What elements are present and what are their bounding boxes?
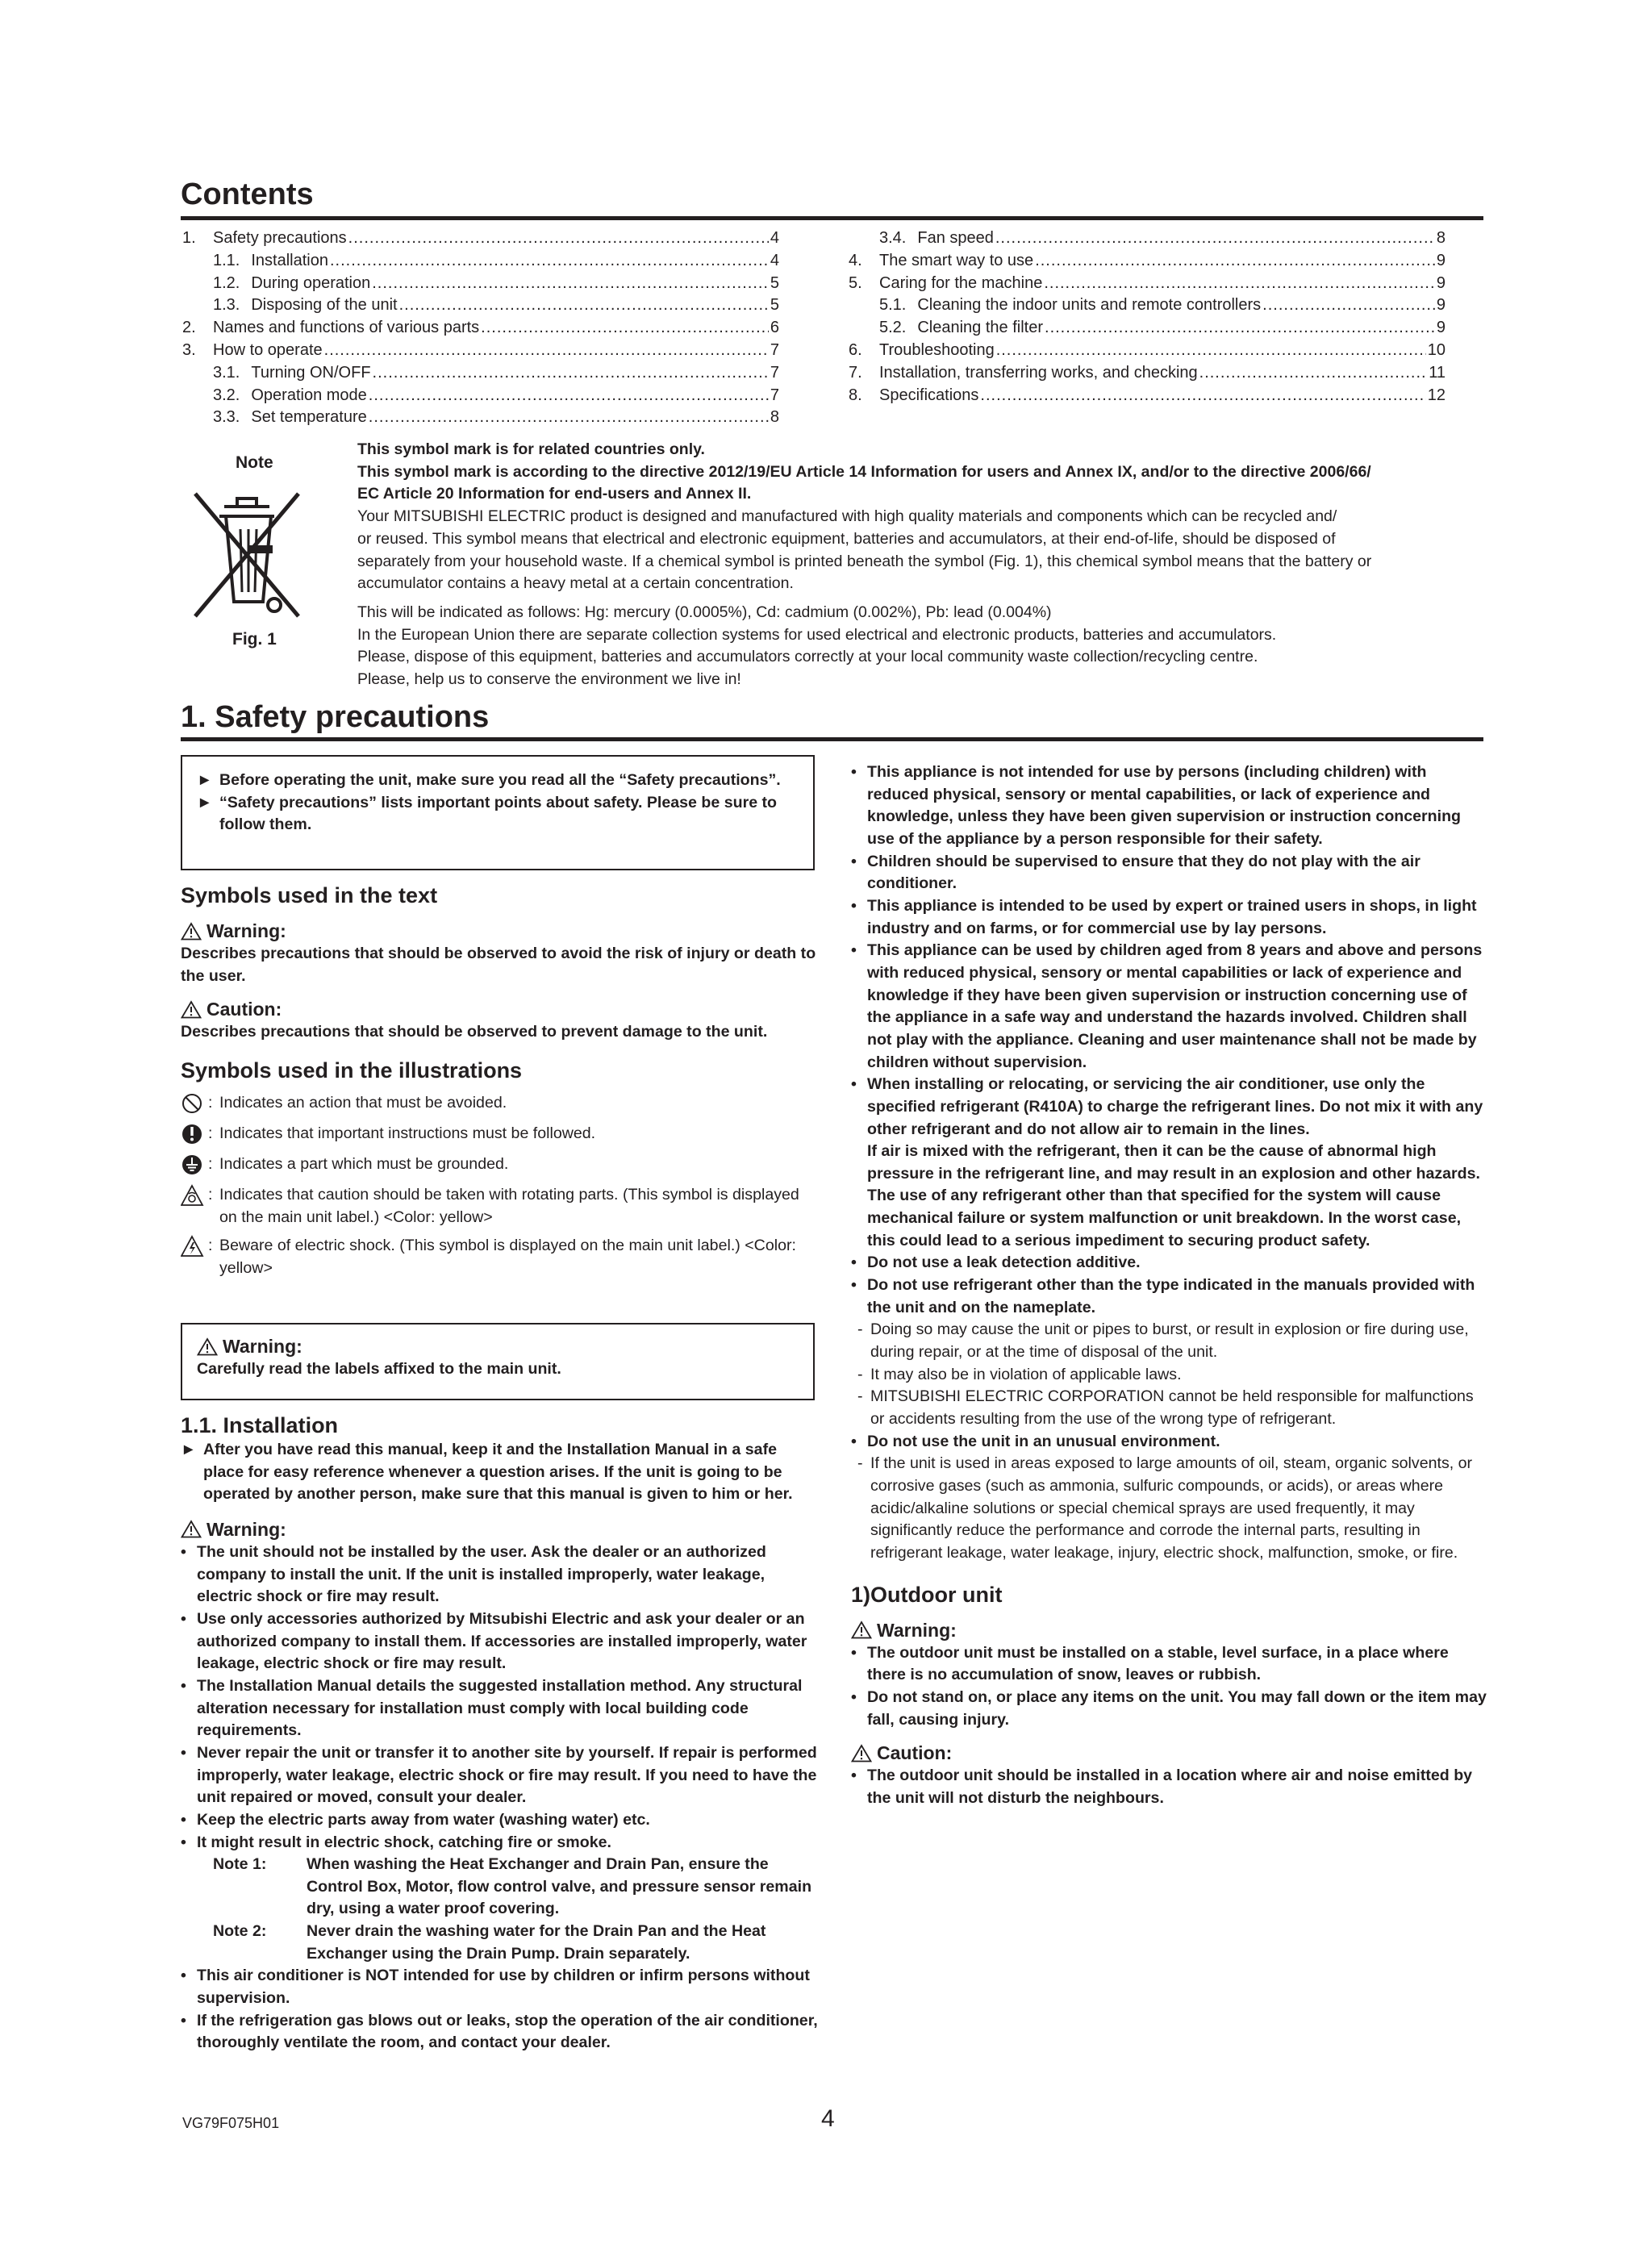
toc-leader-dots <box>330 252 769 270</box>
toc-leader-dots <box>481 319 769 337</box>
toc-leader-dots <box>373 364 769 382</box>
toc-entry[interactable] <box>849 274 1446 297</box>
warning-bullet: • This air conditioner is NOT intended for use by children or infirm persons without supervision. <box>181 1967 810 2008</box>
toc-number: 2. <box>182 319 196 337</box>
toc-title: The smart way to use <box>879 251 1034 269</box>
labels-warning-box <box>181 1323 815 1400</box>
warning-triangle-icon <box>197 1337 218 1356</box>
refrigerant-continuation: If air is mixed with the refrigerant, then it can be the cause of abnormal high pressure in the refrigerant line, and may result in an explosion and other hazards. The use of any refrigerant other than that specified for the system will cause mechanical failure or system malfunction or unit breakdown. In the worst case, this could lead to a serious impediment to securing product safety. <box>867 1142 1480 1249</box>
toc-leader-dots <box>1044 274 1435 293</box>
toc-leader-dots <box>348 229 769 248</box>
toc-title: Turning ON/OFF <box>251 363 371 382</box>
note-bold-line: This symbol mark is for related countries only. <box>357 440 705 458</box>
toc-page-number: 4 <box>770 251 779 269</box>
symbol-list <box>181 1092 818 1280</box>
caution-triangle-icon <box>851 1744 872 1762</box>
toc-leader-dots <box>996 341 1426 360</box>
toc-page-number: 9 <box>1436 273 1446 292</box>
toc-number: 3.1. <box>213 363 240 382</box>
left-column <box>181 882 818 1280</box>
toc-page-number: 11 <box>1429 363 1446 382</box>
toc-page-number: 9 <box>1436 251 1446 269</box>
toc-number: 5. <box>849 273 862 292</box>
toc-leader-dots <box>1035 252 1435 270</box>
toc-entry[interactable] <box>849 341 1446 364</box>
intro-item: ► “Safety precautions” lists important points about safety. Please be sure to follow them. <box>197 792 799 836</box>
toc-number: 8. <box>849 386 862 404</box>
caution-heading: Caution: <box>181 997 818 1021</box>
toc-leader-dots <box>369 386 769 405</box>
toc-entry[interactable] <box>182 319 779 341</box>
arrow-icon: ► <box>181 1441 197 1458</box>
warning-bullet: • Children should be supervised to ensure that they do not play with the air conditioner. <box>851 852 1420 893</box>
note-bold-line: EC Article 20 Information for end-users and Annex II. <box>357 485 752 503</box>
weee-note-bold <box>357 439 1503 691</box>
toc-number: 3.2. <box>213 386 240 404</box>
warning-heading: Warning: <box>181 1517 818 1541</box>
note-line: In the European Union there are separate collection systems for used electrical and electronic products, batteries and accumulators. <box>357 625 1277 644</box>
toc-right-column <box>849 229 1446 408</box>
figure-caption: Fig. 1 <box>232 630 277 649</box>
toc-entry[interactable] <box>182 364 779 386</box>
warning-bullet: • Do not use a leak detection additive. <box>851 1254 1141 1272</box>
warning-heading: Warning: <box>851 1618 1488 1642</box>
toc-entry[interactable] <box>182 252 779 274</box>
toc-entry[interactable] <box>849 386 1446 409</box>
prohibited-icon <box>181 1092 208 1116</box>
installation-note: Note 1: When washing the Heat Exchanger and Drain Pan, ensure the Control Box, Motor, flow control valve, and pressure sensor remain dry, using a water proof covering. <box>213 1855 812 1918</box>
toc-page-number: 7 <box>770 363 779 382</box>
toc-number: 4. <box>849 251 862 269</box>
page-number: 4 <box>821 2105 835 2132</box>
warning-bullet: • Keep the electric parts away from water (washing water) etc. <box>181 1810 650 1829</box>
symbols-text-heading: Symbols used in the text <box>181 883 438 907</box>
toc-leader-dots <box>372 274 769 293</box>
symbol-row: : Beware of electric shock. (This symbol is displayed on the main unit label.) <Color: yellow> <box>181 1235 818 1279</box>
toc-entry[interactable] <box>849 296 1446 319</box>
toc-left-column <box>182 229 779 431</box>
symbols-illustrations-heading: Symbols used in the illustrations <box>181 1057 523 1083</box>
warning-triangle-icon <box>181 922 202 941</box>
toc-number: 5.1. <box>879 296 907 315</box>
toc-leader-dots <box>1262 296 1435 315</box>
toc-leader-dots <box>995 229 1435 248</box>
contents-rule <box>181 216 1483 220</box>
contents-title: Contents <box>181 177 314 211</box>
warning-bullet: • When installing or relocating, or servicing the air conditioner, use only the specified refrigerant (R410A) to charge the refrigerant lines. Do not mix it with any other refrigerant and do not allow air to remain in the lines. <box>851 1075 1483 1138</box>
toc-title: Cleaning the filter <box>917 319 1044 337</box>
note-label: Note <box>236 453 273 472</box>
symbol-row: : Indicates a part which must be grounded. <box>181 1153 818 1178</box>
toc-title: Disposing of the unit <box>251 296 398 315</box>
toc-number: 3.3. <box>213 408 240 427</box>
toc-title: Names and functions of various parts <box>213 319 480 337</box>
toc-page-number: 7 <box>770 340 779 359</box>
section-rule <box>181 737 1483 741</box>
note-line: Please, help us to conserve the environment we live in! <box>357 670 741 689</box>
toc-number: 3.4. <box>879 229 907 247</box>
symbol-row: : Indicates an action that must be avoided. <box>181 1092 818 1116</box>
warning-bullet: • It might result in electric shock, catching fire or smoke. <box>181 1833 611 1851</box>
caution-description: Describes precautions that should be observed to prevent damage to the unit. <box>181 1023 768 1041</box>
warning-triangle-icon <box>181 1520 202 1538</box>
note-line: Please, dispose of this equipment, batteries and accumulators correctly at your local community waste collection/recycling centre. <box>357 648 1258 666</box>
toc-page-number: 9 <box>1436 319 1446 337</box>
caution-heading: Caution: <box>851 1741 1488 1765</box>
toc-title: How to operate <box>213 340 323 359</box>
arrow-icon: ► <box>197 771 213 789</box>
installation-heading: 1.1. Installation <box>181 1413 339 1437</box>
warning-bullet: • If the refrigeration gas blows out or leaks, stop the operation of the air conditioner, thoroughly ventilate the room, and contact your dealer. <box>181 2011 818 2052</box>
caution-bullet: • The outdoor unit should be installed in a location where air and noise emitted by the unit will not disturb the neighbours. <box>851 1767 1473 1807</box>
toc-number: 1.1. <box>213 251 240 269</box>
section-title: 1. Safety precautions <box>181 700 490 734</box>
warning-bullet: • Do not stand on, or place any items on the unit. You may fall down or the item may fall, causing injury. <box>851 1687 1487 1729</box>
note-bold-line: This symbol mark is according to the directive 2012/19/EU Article 14 Information for users and Annex IX, and/or to the directive 2006/66/ <box>357 462 1371 481</box>
toc-leader-dots <box>980 386 1425 405</box>
toc-number: 3. <box>182 340 196 359</box>
toc-number: 1.3. <box>213 296 240 315</box>
toc-page-number: 7 <box>770 386 779 404</box>
toc-page-number: 5 <box>770 273 779 292</box>
toc-title: Set temperature <box>251 408 367 427</box>
warning-heading: Warning: <box>197 1334 799 1358</box>
warning-bullet: • Use only accessories authorized by Mitsubishi Electric and ask your dealer or an authorized company to install them. If accessories are installed improperly, water leakage, electric shock or fire may result. <box>181 1609 807 1673</box>
installation-intro: ► After you have read this manual, keep it and the Installation Manual in a safe place for easy reference whenever a question arises. If the unit is going to be operated by another person, make sure that this manual is given to him or her. <box>181 1439 818 1506</box>
toc-number: 1. <box>182 229 196 247</box>
toc-title: Operation mode <box>251 386 367 404</box>
crossed-bin-icon <box>190 489 303 622</box>
toc-page-number: 5 <box>770 296 779 315</box>
toc-title: Fan speed <box>917 229 994 247</box>
toc-entry[interactable] <box>182 229 779 252</box>
dash-item: - Doing so may cause the unit or pipes to burst, or result in explosion or fire during use, during repair, or at the time of disposal of the unit. <box>857 1320 1469 1362</box>
toc-page-number: 12 <box>1427 386 1446 404</box>
toc-entry[interactable] <box>182 341 779 364</box>
warning-description: Describes precautions that should be observed to avoid the risk of injury or death to the user. <box>181 945 816 985</box>
toc-number: 1.2. <box>213 273 240 292</box>
symbol-row: : Indicates that caution should be taken with rotating parts. (This symbol is displayed on the main unit label.) <Color: yellow> <box>181 1184 818 1229</box>
warning-heading: Warning: <box>181 919 818 943</box>
toc-leader-dots <box>324 341 769 360</box>
arrow-icon: ► <box>197 793 213 811</box>
toc-page-number: 6 <box>770 319 779 337</box>
warning-bullet: • The Installation Manual details the suggested installation method. Any structural alteration necessary for installation must comply with local building code requirements. <box>181 1676 803 1740</box>
warning-triangle-icon <box>851 1621 872 1639</box>
toc-number: 5.2. <box>879 319 907 337</box>
note-line: accumulator contains a heavy metal at a certain concentration. <box>357 574 794 593</box>
toc-title: During operation <box>251 273 371 292</box>
toc-number: 6. <box>849 340 862 359</box>
right-column <box>851 761 1488 1810</box>
warning-bullet: • This appliance is not intended for use by persons (including children) with reduced physical, sensory or mental capabilities, or lack of experience and knowledge, unless they have been given supervision or instruction concerning use of the appliance by a person responsible for their safety. <box>851 763 1462 848</box>
warning-bullet: • This appliance is intended to be used by expert or trained users in shops, in light industry and on farms, or for commercial use by lay persons. <box>851 896 1477 937</box>
toc-page-number: 4 <box>770 229 779 247</box>
note-line: This will be indicated as follows: Hg: mercury (0.0005%), Cd: cadmium (0.002%), Pb: lead (0.004%) <box>357 603 1052 621</box>
toc-title: Installation, transferring works, and checking <box>879 363 1198 382</box>
caution-triangle-icon <box>181 1000 202 1019</box>
toc-entry[interactable] <box>182 408 779 431</box>
warning-bullet: • This appliance can be used by children aged from 8 years and above and persons with reduced physical, sensory or mental capabilities or lack of experience and knowledge if they have been given supervision or instruction concerning use of the appliance in a safe way and understand the hazards involved. Children shall not play with the appliance. Cleaning and user maintenance shall not be made by children without supervision. <box>851 941 1483 1071</box>
warning-bullet: • Never repair the unit or transfer it to another site by yourself. If repair is performed improperly, water leakage, electric shock or fire may result. If you need to have the unit repaired or moved, consult your dealer. <box>181 1743 817 1807</box>
toc-entry[interactable] <box>182 296 779 319</box>
warning-bullet: • Do not use the unit in an unusual environment. <box>851 1432 1220 1450</box>
warning-bullet: • The unit should not be installed by the user. Ask the dealer or an authorized company to install the unit. If the unit is installed improperly, water leakage, electric shock or fire may result. <box>181 1542 766 1606</box>
toc-page-number: 10 <box>1427 340 1446 359</box>
toc-title: Specifications <box>879 386 979 404</box>
toc-title: Cleaning the indoor units and remote controllers <box>917 296 1262 315</box>
toc-leader-dots <box>1199 364 1428 382</box>
toc-number: 7. <box>849 363 862 382</box>
note-line: separately from your household waste. If a chemical symbol is printed beneath the symbol (Fig. 1), this chemical symbol means that the battery or <box>357 552 1372 570</box>
ground-icon <box>181 1153 208 1178</box>
mandatory-icon <box>181 1123 208 1147</box>
labels-warning-text: Carefully read the labels affixed to the main unit. <box>197 1360 561 1378</box>
toc-title: Safety precautions <box>213 229 347 247</box>
toc-entry[interactable] <box>849 319 1446 341</box>
note-line: Your MITSUBISHI ELECTRIC product is designed and manufactured with high quality materials and components which can be recycled and/ <box>357 507 1337 526</box>
dash-item: - If the unit is used in areas exposed to large amounts of oil, steam, organic solvents, or corrosive gases (such as ammonia, sulfuric compounds, or acids), or areas where acidic/alkaline solutions or special chemical sprays are used frequently, it may significantly reduce the performance and corrode the internal parts, resulting in refrigerant leakage, water leakage, injury, electric shock, malfunction, smoke, or fire. <box>857 1454 1473 1562</box>
toc-entry[interactable] <box>182 386 779 409</box>
warning-bullet: • The outdoor unit must be installed on a stable, level surface, in a place where there is no accumulation of snow, leaves or rubbish. <box>851 1643 1449 1684</box>
toc-title: Caring for the machine <box>879 273 1043 292</box>
toc-entry[interactable] <box>849 229 1446 252</box>
toc-page-number: 8 <box>1436 229 1446 247</box>
document-code: VG79F075H01 <box>182 2115 280 2131</box>
intro-item: ► Before operating the unit, make sure you read all the “Safety precautions”. <box>197 770 799 792</box>
toc-title: Installation <box>251 251 328 269</box>
toc-page-number: 8 <box>770 408 779 427</box>
rotating-parts-icon <box>181 1184 208 1208</box>
toc-entry[interactable] <box>182 274 779 297</box>
toc-entry[interactable] <box>849 252 1446 274</box>
note-line: or reused. This symbol means that electrical and electronic equipment, batteries and accumulators, at their end-of-life, should be disposed of <box>357 529 1336 548</box>
symbol-row: : Indicates that important instructions must be followed. <box>181 1123 818 1147</box>
electric-shock-icon <box>181 1235 208 1259</box>
installation-section <box>181 1412 818 2055</box>
toc-entry[interactable] <box>849 364 1446 386</box>
toc-title: Troubleshooting <box>879 340 995 359</box>
intro-box <box>181 755 815 870</box>
outdoor-unit-heading: 1)Outdoor unit <box>851 1582 1003 1607</box>
toc-leader-dots <box>1045 319 1435 337</box>
toc-leader-dots <box>399 296 769 315</box>
warning-bullet: • Do not use refrigerant other than the type indicated in the manuals provided with the unit and on the nameplate. <box>851 1276 1475 1316</box>
toc-page-number: 9 <box>1436 296 1446 315</box>
toc-leader-dots <box>369 408 769 427</box>
installation-note: Note 2: Never drain the washing water for the Drain Pan and the Heat Exchanger using the Drain Pump. Drain separately. <box>213 1922 766 1963</box>
dash-item: - MITSUBISHI ELECTRIC CORPORATION cannot be held responsible for malfunctions or accidents resulting from the use of the wrong type of refrigerant. <box>857 1387 1474 1429</box>
dash-item: - It may also be in violation of applicable laws. <box>857 1365 1182 1383</box>
